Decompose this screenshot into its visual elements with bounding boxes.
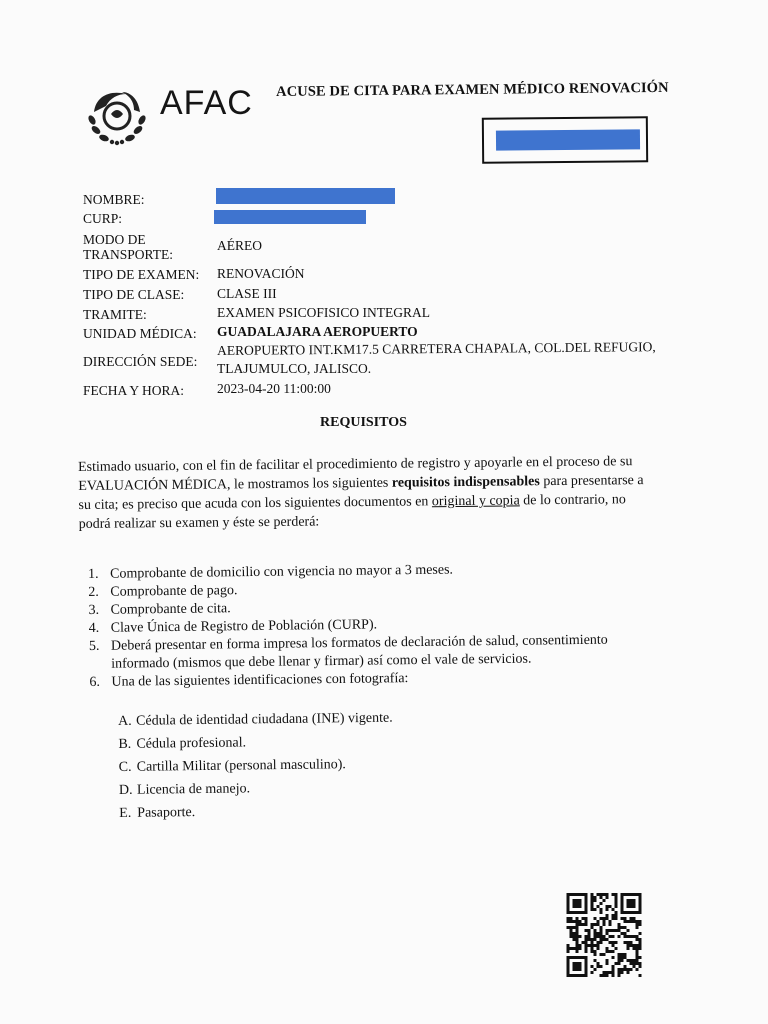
item-letter: E. (119, 805, 132, 821)
tipo-clase-label: TIPO DE CLASE: (83, 287, 185, 302)
item-text: Comprobante de pago. (110, 583, 238, 600)
intro-text-1: Estimado usuario, con el fin de facilitar el procedimiento de registro y apoyarle en el proceso de su EVALUACIÓN MÉDICA, le mostramos los siguientes (78, 454, 633, 494)
document-title: ACUSE DE CITA PARA EXAMEN MÉDICO RENOVACIÓN (276, 79, 669, 100)
tramite-value: EXAMEN PSICOFISICO INTEGRAL (217, 305, 431, 320)
item-text: Comprobante de domicilio con vigencia no mayor a 3 meses. (110, 562, 454, 582)
intro-underline: original y copia (431, 493, 520, 510)
item-text: Una de las siguientes identificaciones con fotografía: (111, 671, 409, 690)
list-item (118, 730, 393, 756)
afac-emblem-icon (82, 84, 152, 148)
intro-bold: requisitos indispensables (391, 474, 540, 491)
nombre-redaction (216, 188, 395, 204)
tipo-examen-label: TIPO DE EXAMEN: (83, 267, 200, 282)
item-text: Cédula de identidad ciudadana (INE) vigente. (136, 710, 393, 729)
item-number: 5. (88, 638, 100, 654)
item-number: 6. (89, 674, 101, 690)
qr-code-icon (566, 893, 642, 977)
intro-paragraph (78, 452, 651, 534)
fecha-hora-label: FECHA Y HORA: (83, 383, 185, 398)
list-item (119, 799, 394, 825)
modo-transporte-label-1: MODO DE (83, 232, 146, 247)
item-text: Cartilla Militar (personal masculino). (136, 757, 346, 775)
list-item (118, 707, 393, 733)
intro-text-3: de lo contrario, no podrá realizar su examen y éste se perderá: (78, 492, 626, 532)
item-letter: C. (118, 759, 132, 775)
fecha-hora-value: 2023-04-20 11:00:00 (217, 381, 331, 396)
folio-redaction (496, 129, 640, 150)
list-item (119, 776, 394, 802)
logo-text: AFAC (160, 84, 253, 122)
requisitos-title: REQUISITOS (320, 415, 407, 430)
tipo-clase-value: CLASE III (217, 286, 277, 301)
item-text: Clave Única de Registro de Población (CURP). (110, 617, 378, 636)
curp-redaction (214, 210, 366, 224)
item-text: Pasaporte. (137, 805, 196, 821)
tramite-label: TRAMITE: (83, 307, 147, 322)
intro-text-2: para presentarse a su cita; es preciso que acuda con los siguientes documentos en (78, 473, 644, 513)
direccion-sede-value-2: TLAJUMULCO, JALISCO. (217, 361, 372, 376)
item-number: 2. (88, 584, 99, 600)
identification-list (118, 707, 394, 825)
tipo-examen-value: RENOVACIÓN (217, 266, 305, 281)
unidad-medica-value: GUADALAJARA AEROPUERTO (217, 324, 418, 339)
direccion-sede-value-1: AEROPUERTO INT.KM17.5 CARRETERA CHAPALA, COL.DEL REFUGIO, (217, 339, 656, 358)
item-letter: B. (118, 736, 132, 752)
item-number: 4. (88, 620, 100, 636)
direccion-sede-label: DIRECCIÓN SEDE: (83, 354, 198, 369)
item-text: Cédula profesional. (136, 735, 247, 752)
item-text: Deberá presentar en forma impresa los formatos de declaración de salud, consentimiento informado (mismos que debe llenar y firmar) así como el vale de servicios. (110, 632, 608, 672)
requirements-list (88, 559, 649, 692)
item-number: 1. (88, 566, 99, 582)
unidad-medica-label: UNIDAD MÉDICA: (83, 326, 197, 341)
item-letter: D. (118, 782, 133, 798)
item-letter: A. (118, 713, 132, 729)
item-text: Comprobante de cita. (110, 601, 231, 618)
list-item (119, 753, 394, 779)
item-text: Licencia de manejo. (136, 781, 251, 798)
modo-transporte-value: AÉREO (217, 238, 262, 253)
folio-box (482, 116, 648, 163)
modo-transporte-label-2: TRANSPORTE: (83, 247, 173, 262)
item-number: 3. (88, 602, 100, 618)
curp-label: CURP: (83, 211, 123, 226)
nombre-label: NOMBRE: (83, 192, 145, 207)
